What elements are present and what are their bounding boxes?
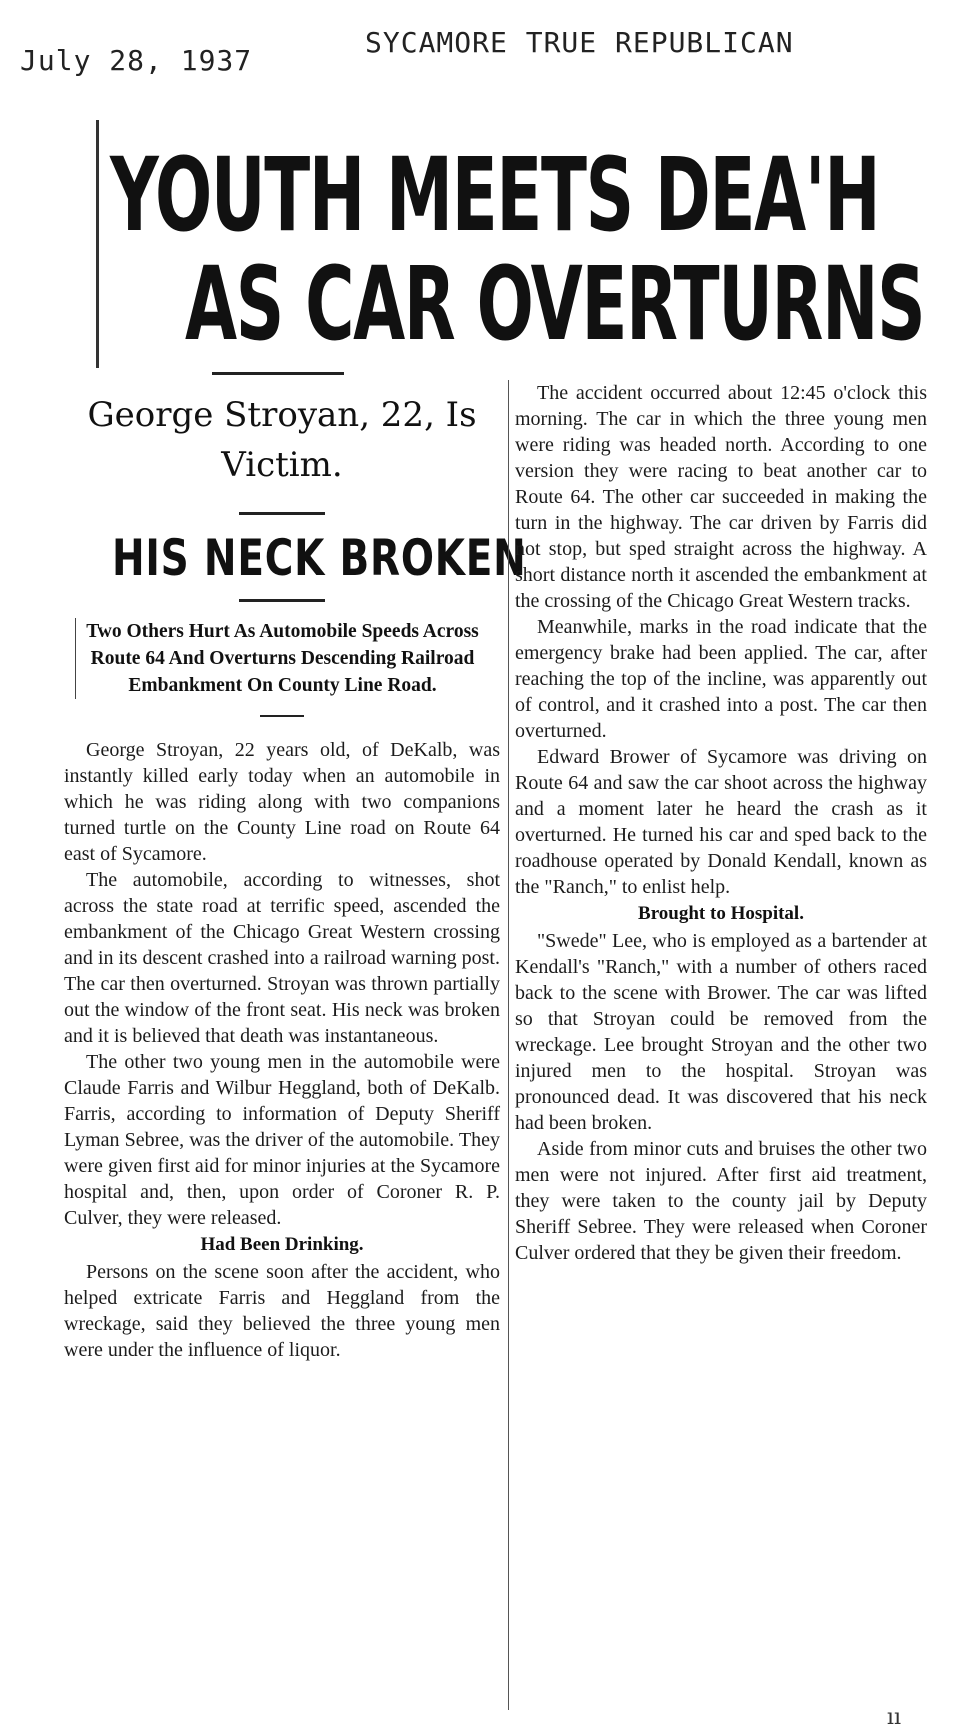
article-paragraph: Meanwhile, marks in the road indicate that the emergency brake had been applied. The car, after reaching the top of the incline, was apparently out of control, and it crashed into a post. The car then overturned.	[515, 616, 927, 742]
article-column-left	[64, 380, 527, 1690]
headline-line-1: YOUTH MEETS DEA'H	[110, 136, 880, 255]
deck-summary: Two Others Hurt As Automobile Speeds Across Route 64 And Overturns Descending Railroad Embankment On County Line Road.	[75, 618, 490, 699]
article-paragraph: "Swede" Lee, who is employed as a bartender at Kendall's "Ranch," with a number of others raced back to the scene with Brower. The car was lifted so that Stroyan could be removed from the wreckage. Lee brought Stroyan and the other two injured men to the hospital. Stroyan was pronounced dead. It was discovered that his neck had been broken.	[515, 930, 927, 1134]
newspaper-name: SYCAMORE TRUE REPUBLICAN	[365, 26, 794, 59]
subhead-drinking: Had Been Drinking.	[200, 1234, 364, 1255]
article-paragraph: The automobile, according to witnesses, shot across the state road at terrific speed, ascended the embankment of the Chicago Great Western crossing and in its descent crashed into a railroad warning post. The car then overturned. Stroyan was thrown partially out the window of the front seat. His neck was broken and it is believed that death was instantaneous.	[64, 869, 500, 1047]
deck-neck-broken: HIS NECK BROKEN	[111, 529, 527, 587]
article-paragraph: The other two young men in the automobile were Claude Farris and Wilbur Heggland, both of DeKalb. Farris, according to information of Deputy Sheriff Lyman Sebree, was the driver of the automobile. They were given first aid for minor injuries at the Sycamore hospital and, then, upon order of Coroner R. P. Culver, they were released.	[64, 1051, 500, 1229]
deck-victim: George Stroyan, 22, Is Victim.	[87, 395, 477, 485]
rule-divider	[239, 599, 325, 602]
headline-line-2: AS CAR OVERTURNS	[185, 245, 925, 364]
margin-mark: ıı	[886, 1705, 901, 1730]
rule-divider	[212, 372, 344, 375]
article-paragraph: The accident occurred about 12:45 o'clock this morning. The car in which the three young men were riding was headed north. According to one version they were racing to beat another car to Route 64. The other car succeeded in making the turn in the highway. The car driven by Farris did not stop, but sped straight across the highway. A short distance north it ascended the embankment at the crossing of the Chicago Great Western tracks.	[515, 382, 927, 612]
subhead-hospital: Brought to Hospital.	[638, 903, 804, 924]
article-column-right	[508, 380, 927, 1710]
rule-divider	[239, 512, 325, 515]
article-paragraph: Aside from minor cuts and bruises the other two men were not injured. After first aid treatment, they were taken to the county jail by Deputy Sheriff Sebree. They were released when Coroner Culver ordered that they be given their freedom.	[515, 1138, 927, 1264]
article-paragraph: Edward Brower of Sycamore was driving on Route 64 and saw the car shoot across the highway and a moment later he heard the crash as it overturned. He turned his car and sped back to the roadhouse operated by Donald Kendall, known as the "Ranch," to enlist help.	[515, 746, 927, 898]
clipping-date: July 28, 1937	[20, 44, 253, 77]
rule-divider	[260, 715, 304, 717]
article-paragraph: George Stroyan, 22 years old, of DeKalb, was instantly killed early today when an automobile in which he was riding along with two companions turned turtle on the County Line road on Route 64 east of Sycamore.	[64, 739, 500, 865]
article-paragraph: Persons on the scene soon after the accident, who helped extricate Farris and Heggland from the wreckage, said they believed the three young men were under the influence of liquor.	[64, 1261, 500, 1361]
